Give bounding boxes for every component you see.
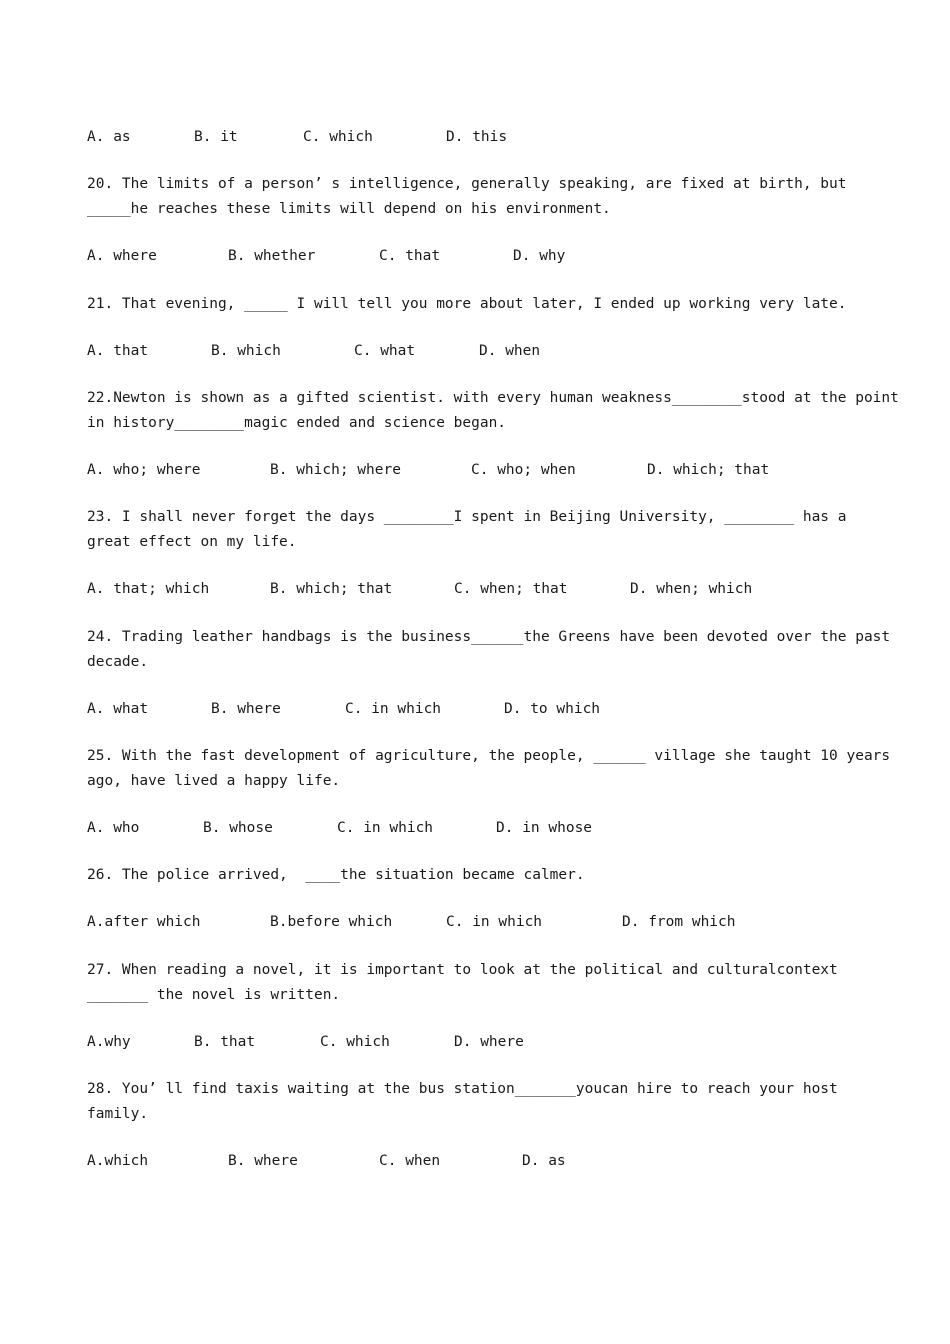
option-b: B. which; where xyxy=(270,462,401,478)
option-c: C. in which xyxy=(345,701,442,717)
question-26-line-1: 26. The police arrived, ____the situation became calmer. xyxy=(87,867,585,883)
option-a: A. that xyxy=(87,343,149,359)
option-a: A. as xyxy=(87,129,131,145)
question-28-line-2: family. xyxy=(87,1106,149,1122)
option-d: D. where xyxy=(454,1034,524,1050)
question-24-line-2: decade. xyxy=(87,654,149,670)
question-21-line-1: 21. That evening, _____ I will tell you more about later, I ended up working very late. xyxy=(87,296,847,312)
question-23-line-1: 23. I shall never forget the days ________I spent in Beijing University, ________ has a xyxy=(87,509,847,525)
option-b: B. whether xyxy=(228,248,316,264)
option-d: D. which; that xyxy=(647,462,770,478)
question-28-line-1: 28. You’ ll find taxis waiting at the bus station_______youcan hire to reach your host xyxy=(87,1081,838,1097)
option-d: D. to which xyxy=(504,701,601,717)
option-b: B. where xyxy=(211,701,281,717)
option-a: A. who xyxy=(87,820,140,836)
option-d: D. why xyxy=(513,248,566,264)
question-23-line-2: great effect on my life. xyxy=(87,534,297,550)
option-c: C. in which xyxy=(446,914,543,930)
option-c: C. when; that xyxy=(454,581,568,597)
question-25-line-1: 25. With the fast development of agriculture, the people, ______ village she taught 10 years xyxy=(87,748,891,764)
option-b: B. which; that xyxy=(270,581,393,597)
option-d: D. as xyxy=(522,1153,566,1169)
option-b: B. whose xyxy=(203,820,273,836)
option-b: B. which xyxy=(211,343,281,359)
option-d: D. when; which xyxy=(630,581,753,597)
question-27-line-1: 27. When reading a novel, it is important to look at the political and culturalcontext xyxy=(87,962,838,978)
option-c: C. in which xyxy=(337,820,434,836)
option-d: D. in whose xyxy=(496,820,593,836)
option-c: C. which xyxy=(320,1034,390,1050)
question-25-line-2: ago, have lived a happy life. xyxy=(87,773,341,789)
option-a: A.after which xyxy=(87,914,201,930)
option-a: A.which xyxy=(87,1153,149,1169)
question-24-line-1: 24. Trading leather handbags is the business______the Greens have been devoted over the past xyxy=(87,629,891,645)
option-a: A. that; which xyxy=(87,581,210,597)
option-c: C. that xyxy=(379,248,441,264)
option-a: A. who; where xyxy=(87,462,201,478)
option-b: B. where xyxy=(228,1153,298,1169)
option-c: C. when xyxy=(379,1153,441,1169)
question-22-line-1: 22.Newton is shown as a gifted scientist. with every human weakness________stood at the point xyxy=(87,390,899,406)
option-b: B.before which xyxy=(270,914,393,930)
option-c: C. which xyxy=(303,129,373,145)
option-a: A. where xyxy=(87,248,157,264)
option-c: C. what xyxy=(354,343,416,359)
question-22-line-2: in history________magic ended and science began. xyxy=(87,415,507,431)
option-d: D. when xyxy=(479,343,541,359)
question-27-line-2: _______ the novel is written. xyxy=(87,987,341,1003)
question-20-line-2: _____he reaches these limits will depend on his environment. xyxy=(87,201,611,217)
option-d: D. from which xyxy=(622,914,736,930)
option-a: A.why xyxy=(87,1034,131,1050)
option-b: B. that xyxy=(194,1034,256,1050)
option-a: A. what xyxy=(87,701,149,717)
option-c: C. who; when xyxy=(471,462,576,478)
option-b: B. it xyxy=(194,129,238,145)
option-d: D. this xyxy=(446,129,508,145)
question-20-line-1: 20. The limits of a person’ s intelligence, generally speaking, are fixed at birth, but xyxy=(87,176,847,192)
